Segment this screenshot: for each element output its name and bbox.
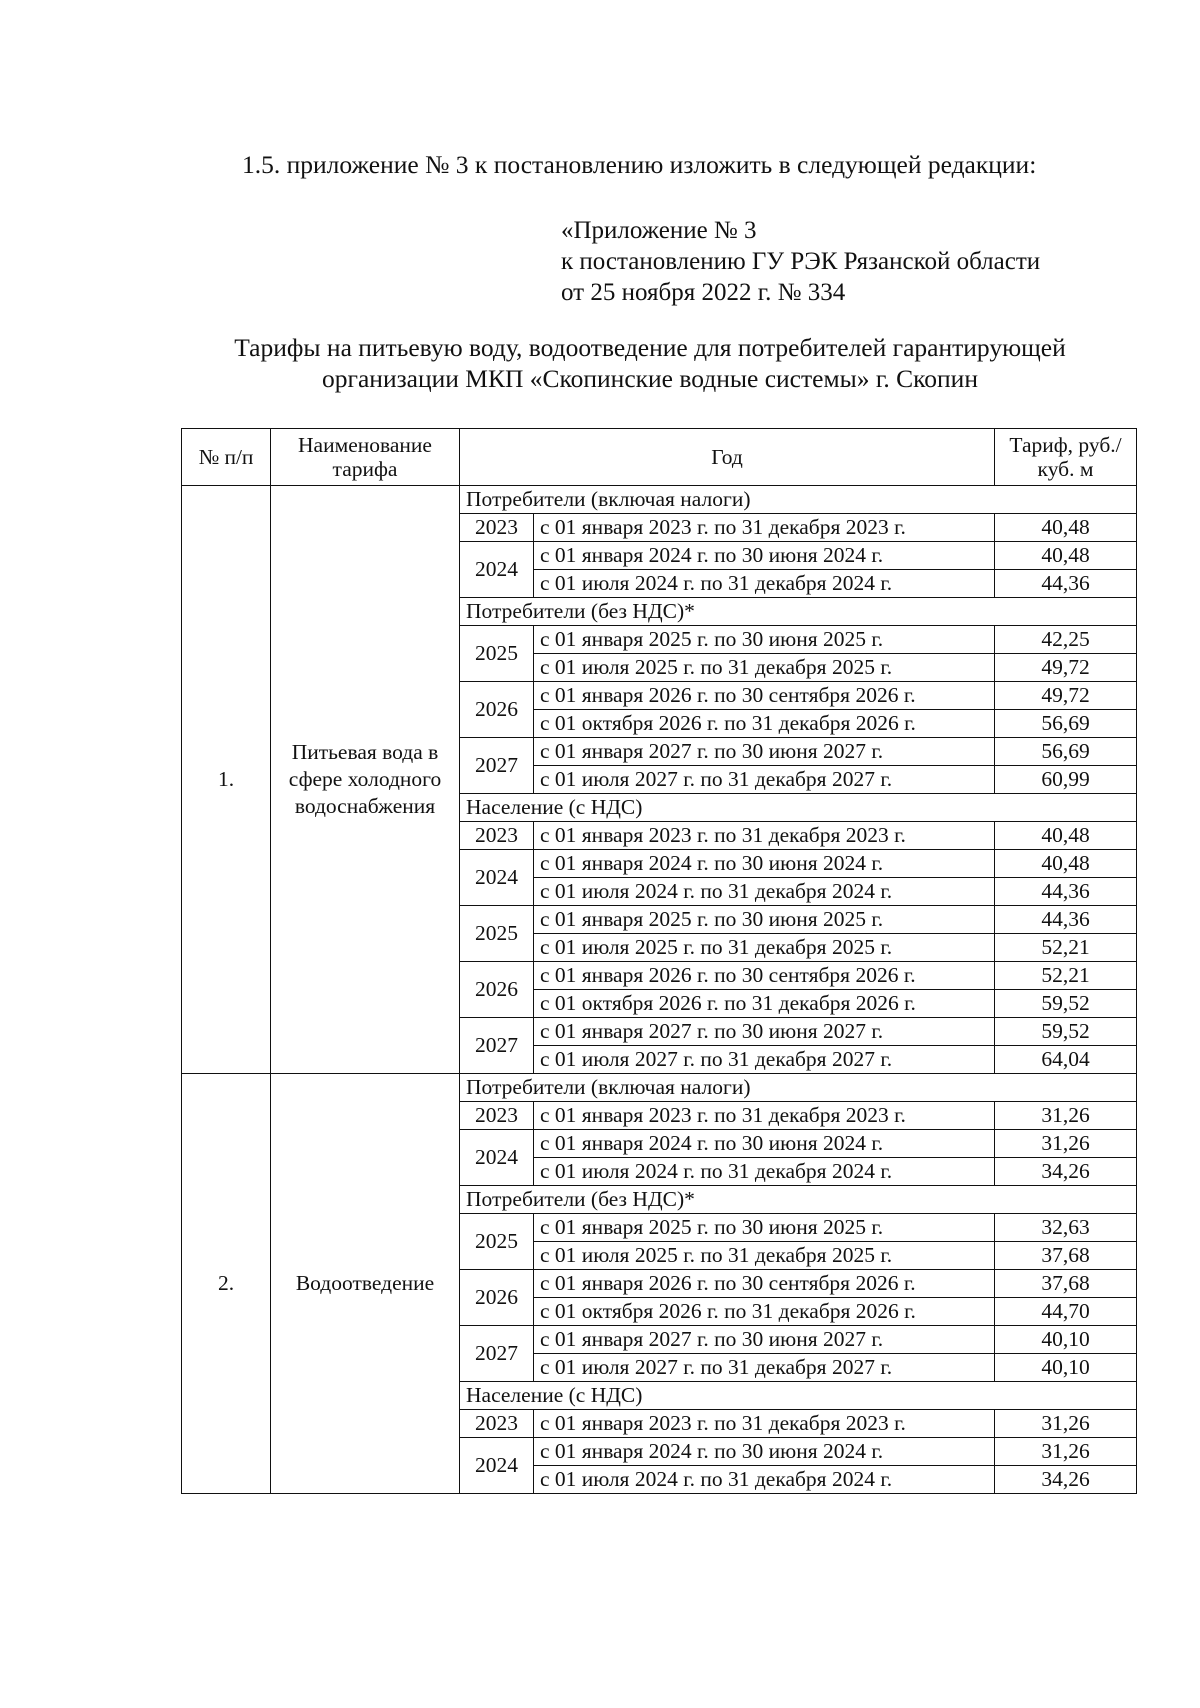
consumer-group-label: Потребители (без НДС)* <box>460 598 1137 626</box>
tariff-value: 31,26 <box>995 1102 1137 1130</box>
period-cell: с 01 января 2024 г. по 30 июня 2024 г. <box>534 850 995 878</box>
period-cell: с 01 января 2025 г. по 30 июня 2025 г. <box>534 906 995 934</box>
tariff-value: 31,26 <box>995 1130 1137 1158</box>
tariff-value: 40,10 <box>995 1354 1137 1382</box>
table-header-row <box>182 429 1137 486</box>
year-cell: 2027 <box>460 1018 534 1074</box>
year-cell: 2025 <box>460 626 534 682</box>
tariff-value: 44,36 <box>995 906 1137 934</box>
tariff-value: 37,68 <box>995 1242 1137 1270</box>
tariff-value: 56,69 <box>995 710 1137 738</box>
period-cell: с 01 июля 2024 г. по 31 декабря 2024 г. <box>534 1158 995 1186</box>
year-cell: 2025 <box>460 906 534 962</box>
tariff-value: 44,36 <box>995 878 1137 906</box>
appendix-line-1: «Приложение № 3 <box>561 217 757 244</box>
appendix-line-2: к постановлению ГУ РЭК Рязанской области <box>561 248 1041 275</box>
row-number: 1. <box>182 486 271 1074</box>
period-cell: с 01 июля 2024 г. по 31 декабря 2024 г. <box>534 570 995 598</box>
group-row <box>182 486 1137 514</box>
tariff-name: Питьевая вода в сфере холодного водоснабжения <box>271 486 460 1074</box>
tariff-value: 40,10 <box>995 1326 1137 1354</box>
title-line-1: Тарифы на питьевую воду, водоотведение для потребителей гарантирующей <box>234 333 1066 362</box>
period-cell: с 01 июля 2024 г. по 31 декабря 2024 г. <box>534 878 995 906</box>
tariff-value: 40,48 <box>995 822 1137 850</box>
period-cell: с 01 января 2023 г. по 31 декабря 2023 г. <box>534 1410 995 1438</box>
consumer-group-label: Потребители (включая налоги) <box>460 486 1137 514</box>
consumer-group-label: Население (с НДС) <box>460 794 1137 822</box>
year-cell: 2025 <box>460 1214 534 1270</box>
header-year: Год <box>460 429 995 486</box>
tariff-value: 31,26 <box>995 1438 1137 1466</box>
year-cell: 2024 <box>460 1130 534 1186</box>
period-cell: с 01 января 2024 г. по 30 июня 2024 г. <box>534 1130 995 1158</box>
period-cell: с 01 января 2027 г. по 30 июня 2027 г. <box>534 1018 995 1046</box>
period-cell: с 01 октября 2026 г. по 31 декабря 2026 г. <box>534 990 995 1018</box>
period-cell: с 01 октября 2026 г. по 31 декабря 2026 г. <box>534 1298 995 1326</box>
tariff-value: 34,26 <box>995 1466 1137 1494</box>
tariff-value: 49,72 <box>995 654 1137 682</box>
period-cell: с 01 января 2024 г. по 30 июня 2024 г. <box>534 1438 995 1466</box>
year-cell: 2027 <box>460 1326 534 1382</box>
group-row <box>182 1074 1137 1102</box>
tariff-table <box>181 428 1137 1494</box>
year-cell: 2026 <box>460 682 534 738</box>
year-cell: 2024 <box>460 850 534 906</box>
appendix-header <box>561 215 1040 308</box>
year-cell: 2027 <box>460 738 534 794</box>
period-cell: с 01 января 2027 г. по 30 июня 2027 г. <box>534 1326 995 1354</box>
tariff-value: 59,52 <box>995 990 1137 1018</box>
period-cell: с 01 января 2026 г. по 30 сентября 2026 г. <box>534 1270 995 1298</box>
period-cell: с 01 января 2025 г. по 30 июня 2025 г. <box>534 626 995 654</box>
amendment-intro: 1.5. приложение № 3 к постановлению изложить в следующей редакции: <box>242 150 1037 179</box>
tariff-value: 34,26 <box>995 1158 1137 1186</box>
tariff-value: 40,48 <box>995 542 1137 570</box>
tariff-value: 40,48 <box>995 850 1137 878</box>
tariff-value: 60,99 <box>995 766 1137 794</box>
tariff-value: 40,48 <box>995 514 1137 542</box>
year-cell: 2026 <box>460 1270 534 1326</box>
period-cell: с 01 июля 2027 г. по 31 декабря 2027 г. <box>534 766 995 794</box>
tariff-value: 31,26 <box>995 1410 1137 1438</box>
period-cell: с 01 июля 2025 г. по 31 декабря 2025 г. <box>534 1242 995 1270</box>
year-cell: 2023 <box>460 1102 534 1130</box>
period-cell: с 01 июля 2027 г. по 31 декабря 2027 г. <box>534 1046 995 1074</box>
tariff-value: 42,25 <box>995 626 1137 654</box>
consumer-group-label: Потребители (без НДС)* <box>460 1186 1137 1214</box>
tariff-value: 64,04 <box>995 1046 1137 1074</box>
period-cell: с 01 июля 2025 г. по 31 декабря 2025 г. <box>534 654 995 682</box>
year-cell: 2023 <box>460 1410 534 1438</box>
header-tariff: Тариф, руб./куб. м <box>995 429 1137 486</box>
period-cell: с 01 января 2026 г. по 30 сентября 2026 г. <box>534 682 995 710</box>
period-cell: с 01 января 2024 г. по 30 июня 2024 г. <box>534 542 995 570</box>
tariff-value: 32,63 <box>995 1214 1137 1242</box>
period-cell: с 01 июля 2027 г. по 31 декабря 2027 г. <box>534 1354 995 1382</box>
period-cell: с 01 июля 2024 г. по 31 декабря 2024 г. <box>534 1466 995 1494</box>
period-cell: с 01 октября 2026 г. по 31 декабря 2026 г. <box>534 710 995 738</box>
period-cell: с 01 июля 2025 г. по 31 декабря 2025 г. <box>534 934 995 962</box>
tariff-value: 52,21 <box>995 962 1137 990</box>
tariff-name: Водоотведение <box>271 1074 460 1494</box>
period-cell: с 01 января 2023 г. по 31 декабря 2023 г. <box>534 822 995 850</box>
period-cell: с 01 января 2027 г. по 30 июня 2027 г. <box>534 738 995 766</box>
period-cell: с 01 января 2023 г. по 31 декабря 2023 г. <box>534 514 995 542</box>
period-cell: с 01 января 2025 г. по 30 июня 2025 г. <box>534 1214 995 1242</box>
year-cell: 2023 <box>460 822 534 850</box>
tariff-value: 44,70 <box>995 1298 1137 1326</box>
appendix-line-3: от 25 ноября 2022 г. № 334 <box>561 279 846 306</box>
consumer-group-label: Потребители (включая налоги) <box>460 1074 1137 1102</box>
year-cell: 2026 <box>460 962 534 1018</box>
document-title <box>170 332 1130 394</box>
tariff-value: 49,72 <box>995 682 1137 710</box>
tariff-value: 59,52 <box>995 1018 1137 1046</box>
title-line-2: организации МКП «Скопинские водные системы» г. Скопин <box>322 364 978 393</box>
header-num: № п/п <box>182 429 271 486</box>
row-number: 2. <box>182 1074 271 1494</box>
tariff-value: 37,68 <box>995 1270 1137 1298</box>
tariff-value: 44,36 <box>995 570 1137 598</box>
consumer-group-label: Население (с НДС) <box>460 1382 1137 1410</box>
period-cell: с 01 января 2026 г. по 30 сентября 2026 г. <box>534 962 995 990</box>
year-cell: 2023 <box>460 514 534 542</box>
year-cell: 2024 <box>460 1438 534 1494</box>
tariff-value: 52,21 <box>995 934 1137 962</box>
tariff-value: 56,69 <box>995 738 1137 766</box>
header-name: Наименование тарифа <box>271 429 460 486</box>
period-cell: с 01 января 2023 г. по 31 декабря 2023 г. <box>534 1102 995 1130</box>
year-cell: 2024 <box>460 542 534 598</box>
